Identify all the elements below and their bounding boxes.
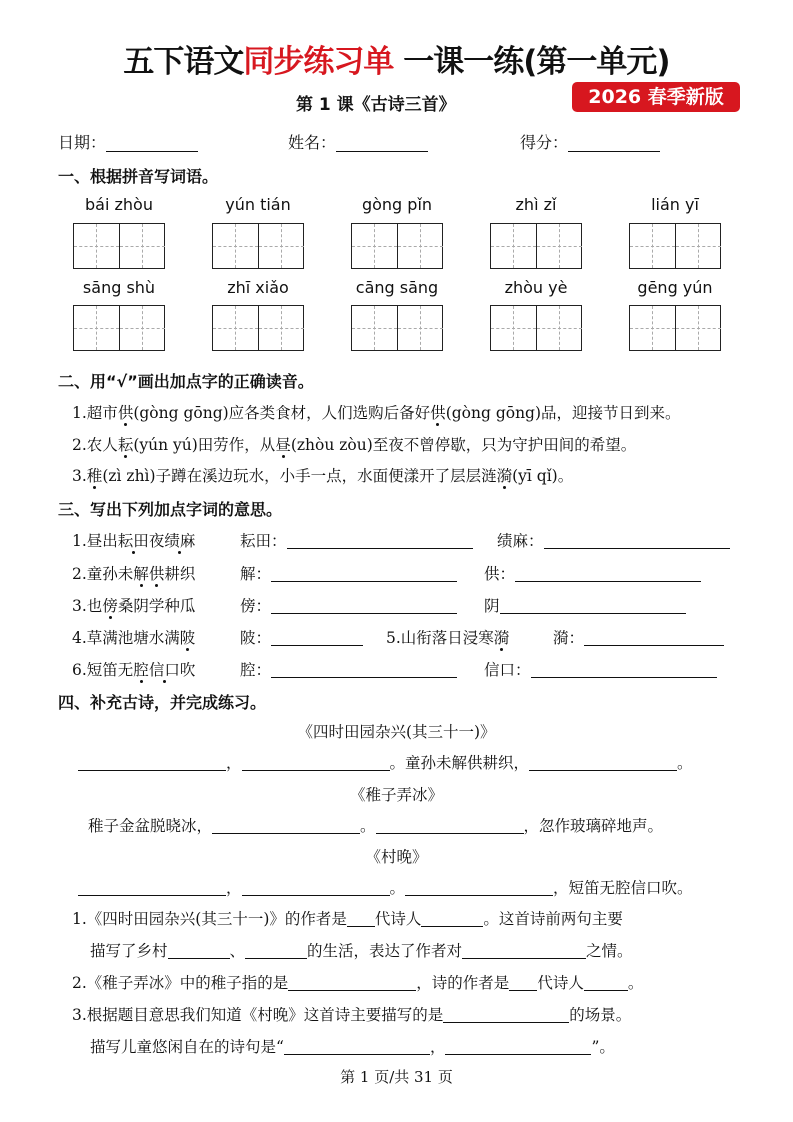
tianzige-box[interactable] [351,305,443,351]
tianzige-box[interactable] [490,223,582,269]
question-row: 描写了乡村 、 的生活，表达了作者对 之情。 [90,942,633,960]
score-field: 得分： [520,130,660,153]
section-1-heading: 一、根据拼音写词语。 [58,167,219,186]
question-row: 3.稚(zì zhì)子蹲在溪边玩水，小手一点，水面便漾开了层层涟漪(yī qǐ)。 [72,467,574,485]
meaning-blank: 绩麻： [497,529,730,551]
meaning-blank: 信口： [484,658,717,680]
meaning-blank: 耘田： [240,529,473,551]
question-row: 3.根据题目意思我们知道《村晚》这首诗主要描写的是 的场景。 [72,1006,632,1024]
section-4-heading: 四、补充古诗，并完成练习。 [58,693,267,712]
meaning-blank: 解： [240,562,457,584]
tianzige-box[interactable] [490,305,582,351]
meaning-row: 5.山衔落日浸寒漪 [386,629,510,647]
question-row: 描写儿童悠闲自在的诗句是“ ， ”。 [90,1038,615,1056]
section-2-heading: 二、用“√”画出加点字的正确读音。 [58,372,314,391]
pinyin-label: bái zhòu [85,195,153,214]
meaning-blank: 陂： [240,626,363,648]
tianzige-box[interactable] [351,223,443,269]
meaning-row: 6.短笛无腔信口吹 [72,661,196,679]
pinyin-label: gēng yún [637,278,713,297]
meaning-row: 1.昼出耘田夜绩麻 [72,532,196,550]
question-row: 2.农人耘(yún yú)田劳作，从昼(zhòu zòu)至夜不曾停歇，只为守护田间的希望。 [72,436,637,454]
pinyin-label: zhī xiǎo [227,278,289,297]
question-row: 1.《四时田园杂兴(其三十一)》的作者是 代诗人 。这首诗前两句主要 [72,910,623,928]
page-footer: 第 1 页/共 31 页 [340,1068,453,1086]
name-blank[interactable] [336,135,428,152]
question-row: 1.超市供(gòng gōng)应各类食材，人们选购后备好供(gòng gōng)品，迎接节日到来。 [72,404,681,422]
pinyin-label: sāng shù [82,278,156,297]
meaning-blank: 供： [484,562,701,584]
date-field: 日期： [58,130,198,153]
meaning-blank: 漪： [553,626,724,648]
poem-line: ， 。 ，短笛无腔信口吹。 [78,876,693,898]
pinyin-label: yún tián [225,195,291,214]
poem-title: 《村晚》 [365,848,428,866]
tianzige-box[interactable] [629,223,721,269]
name-field: 姓名： [288,130,428,153]
meaning-blank: 腔： [240,658,457,680]
lesson-subtitle: 第 1 课《古诗三首》 [296,95,456,115]
edition-badge: 2026 春季新版 [572,82,740,112]
pinyin-label: cāng sāng [355,278,439,297]
tianzige-box[interactable] [212,305,304,351]
pinyin-label: zhì zǐ [515,195,557,214]
meaning-row: 4.草满池塘水满陂 [72,629,196,647]
title-black: 五下语文 [123,44,244,80]
page-title [0,36,793,81]
meaning-blank: 傍： [240,594,457,616]
tianzige-box[interactable] [73,305,165,351]
title-red: 同步练习单 [243,44,394,80]
tianzige-box[interactable] [629,305,721,351]
pinyin-label: gòng pǐn [361,195,433,214]
meaning-row: 3.也傍桑阴学种瓜 [72,597,196,615]
tianzige-box[interactable] [212,223,304,269]
meaning-blank: 阴 [484,594,686,616]
poem-title: 《四时田园杂兴(其三十一)》 [297,723,496,741]
pinyin-label: zhòu yè [504,278,568,297]
title-rest: 一课一练(第一单元) [393,44,670,80]
question-row: 2.《稚子弄冰》中的稚子指的是 ，诗的作者是 代诗人 。 [72,974,644,992]
section-3-heading: 三、写出下列加点字词的意思。 [58,500,283,519]
poem-line: 稚子金盆脱晓冰， 。 ，忽作玻璃碎地声。 [88,817,664,835]
poem-title: 《稚子弄冰》 [349,786,443,804]
poem-line: ， 。童孙未解供耕织， 。 [78,751,693,773]
tianzige-box[interactable] [73,223,165,269]
pinyin-label: lián yī [651,195,699,214]
meaning-row: 2.童孙未解供耕织 [72,565,196,583]
score-blank[interactable] [568,135,660,152]
date-blank[interactable] [106,135,198,152]
